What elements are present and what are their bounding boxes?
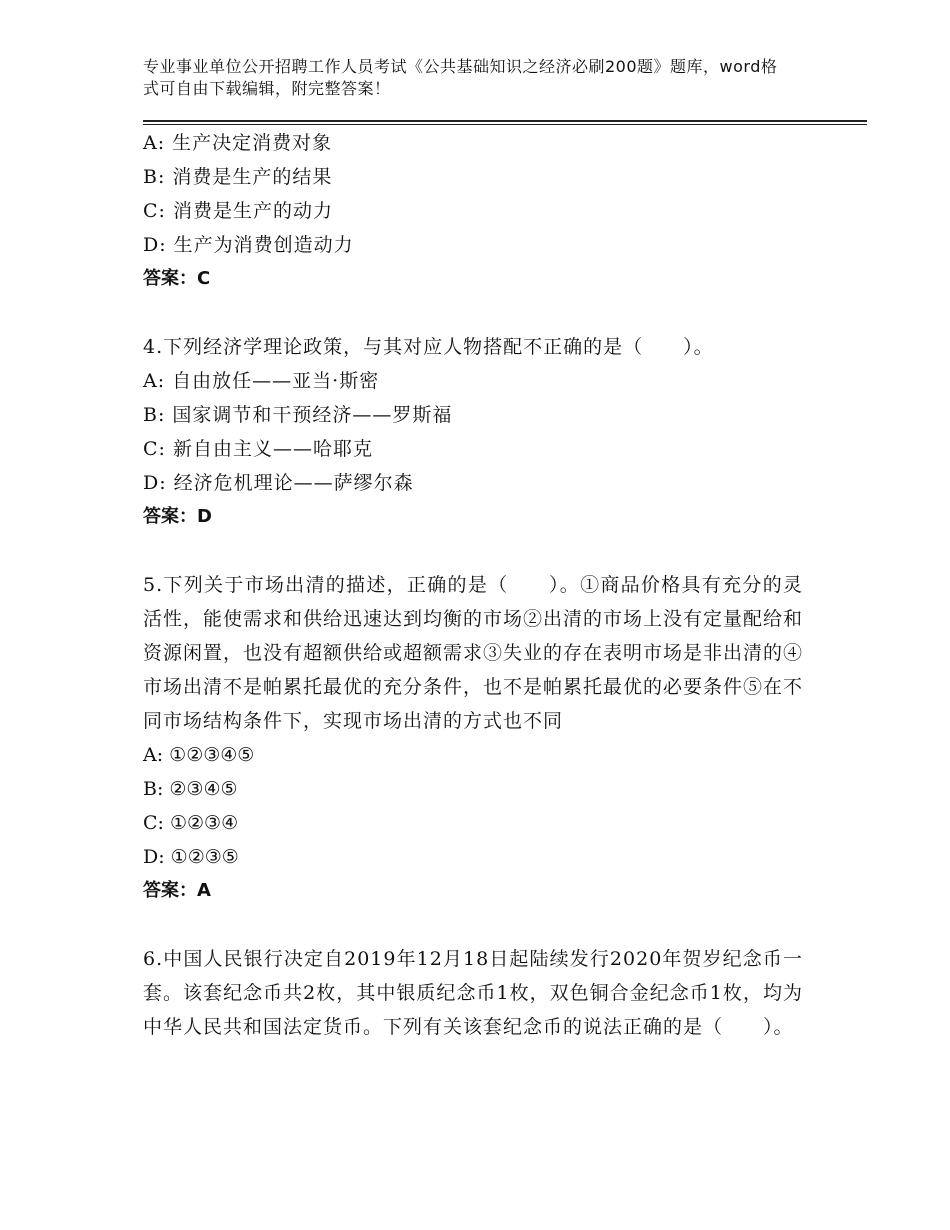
q5-answer: 答案：A [143,880,211,901]
spacer [143,296,803,330]
q3-option-c: C: 消费是生产的动力 [143,200,333,222]
q3-option-a: A: 生产决定消费对象 [143,132,333,154]
question-3-block [143,126,803,296]
q3-option-d: D: 生产为消费创造动力 [143,234,354,256]
document-header: 专业事业单位公开招聘工作人员考试《公共基础知识之经济必刷200题》题库，word格式可自由下载编辑，附完整答案！ [143,57,778,98]
q4-option-b: B: 国家调节和干预经济——罗斯福 [143,404,453,426]
spacer [143,908,803,942]
question-5-block [143,568,803,908]
document-body [143,126,803,1044]
q5-option-b: B: ②③④⑤ [143,778,238,800]
q4-option-a: A: 自由放任——亚当·斯密 [143,370,380,392]
q5-option-d: D: ①②③⑤ [143,846,239,868]
question-4-block [143,330,803,534]
header-divider-thick [143,120,867,122]
q5-option-c: C: ①②③④ [143,812,239,834]
q4-option-d: D: 经济危机理论——萨缪尔森 [143,472,414,494]
q6-question: 6.中国人民银行决定自2019年12月18日起陆续发行2020年贺岁纪念币一套。该套纪念币共2枚，其中银质纪念币1枚，双色铜合金纪念币1枚，均为中华人民共和国法定货币。下列有关该套纪念币的说法正确的是（ ）。 [143,948,803,1038]
q3-answer: 答案：C [143,268,211,289]
spacer [143,534,803,568]
q3-option-b: B: 消费是生产的结果 [143,166,333,188]
q4-option-c: C: 新自由主义——哈耶克 [143,438,373,460]
question-6-block [143,942,803,1044]
q4-question: 4.下列经济学理论政策，与其对应人物搭配不正确的是（ ）。 [143,336,714,358]
q5-question: 5.下列关于市场出清的描述，正确的是（ ）。①商品价格具有充分的灵活性，能使需求和供给迅速达到均衡的市场②出清的市场上没有定量配给和资源闲置，也没有超额供给或超额需求③失业的存在表明市场是非出清的④市场出清不是帕累托最优的充分条件，也不是帕累托最优的必要条件⑤在不同市场结构条件下，实现市场出清的方式也不同 [143,574,804,732]
q4-answer: 答案：D [143,506,212,527]
q5-option-a: A: ①②③④⑤ [143,744,255,766]
header-divider-thin [143,124,867,125]
